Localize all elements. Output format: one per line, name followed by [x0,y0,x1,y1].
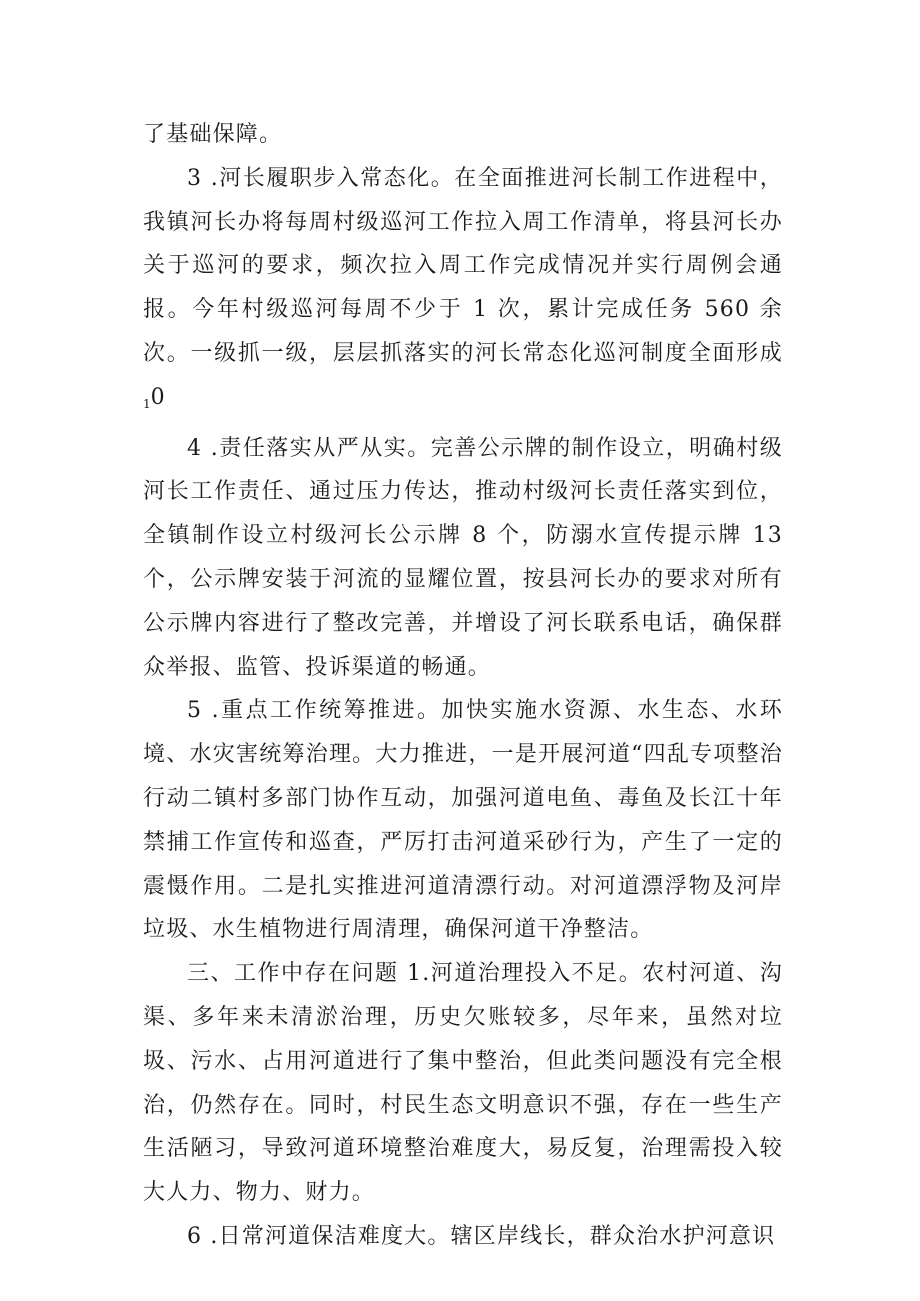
document-body [143,113,783,1259]
paragraph-text: 了基础保障。 [143,122,283,147]
paragraph-text: 5 .重点工作统筹推进。加快实施水资源、水生态、水环境、水灾害统筹治理。大力推进，一是开展河道“四乱专项整治行动二镇村多部门协作互动，加强河道电鱼、毒鱼及长江十年禁捕工作宣传和巡查，严厉打击河道采砂行为，产生了一定的震慑作用。二是扎实推进河道清漂行动。对河道漂浮物及河岸垃圾、水生植物进行周清理，确保河道干净整洁。 [143,698,783,943]
paragraph-tail-sub: 1 [143,396,151,411]
paragraph-text: 4 .责任落实从严从实。完善公示牌的制作设立，明确村级河长工作责任、通过压力传达，推动村级河长责任落实到位，全镇制作设立村级河长公示牌 8 个，防溺水宣传提示牌 13 个，公示牌安装于河流的显耀位置，按县河长办的要求对所有公示牌内容进行了整改完善，并增设了河长联系电话，确保群众举报、监管、投诉渠道的畅通。 [143,435,783,680]
paragraph-6-cleaning [143,1215,783,1259]
paragraph-text: 6 .日常河道保洁难度大。辖区岸线长，群众治水护河意识 [187,1223,776,1249]
paragraph-text: 3 .河长履职步入常态化。在全面推进河长制工作进程中，我镇河长办将每周村级巡河工作拉入周工作清单，将县河长办关于巡河的要求，频次拉入周工作完成情况并实行周例会通报。今年村级巡河每周不少于 1 次，累计完成任务 560 余次。一级抓一级，层层抓落实的河长常态化巡河制度全面形成 [143,165,783,366]
paragraph-problems [143,952,783,1215]
paragraph-continuation [143,113,783,157]
paragraph-5-key-work [143,689,783,952]
paragraph-3-river-chief-duty [143,157,783,427]
paragraph-4-responsibility [143,427,783,690]
paragraph-text: 三、工作中存在问题 1.河道治理投入不足。农村河道、沟渠、多年来未清淤治理，历史欠账较多，尽年来，虽然对垃圾、污水、占用河道进行了集中整治，但此类问题没有完全根治，仍然存在。同时，村民生态文明意识不强，存在一些生产生活陋习，导致河道环境整治难度大，易反复，治理需投入较大人力、物力、财力。 [143,961,783,1206]
paragraph-tail: 0 [150,384,166,410]
